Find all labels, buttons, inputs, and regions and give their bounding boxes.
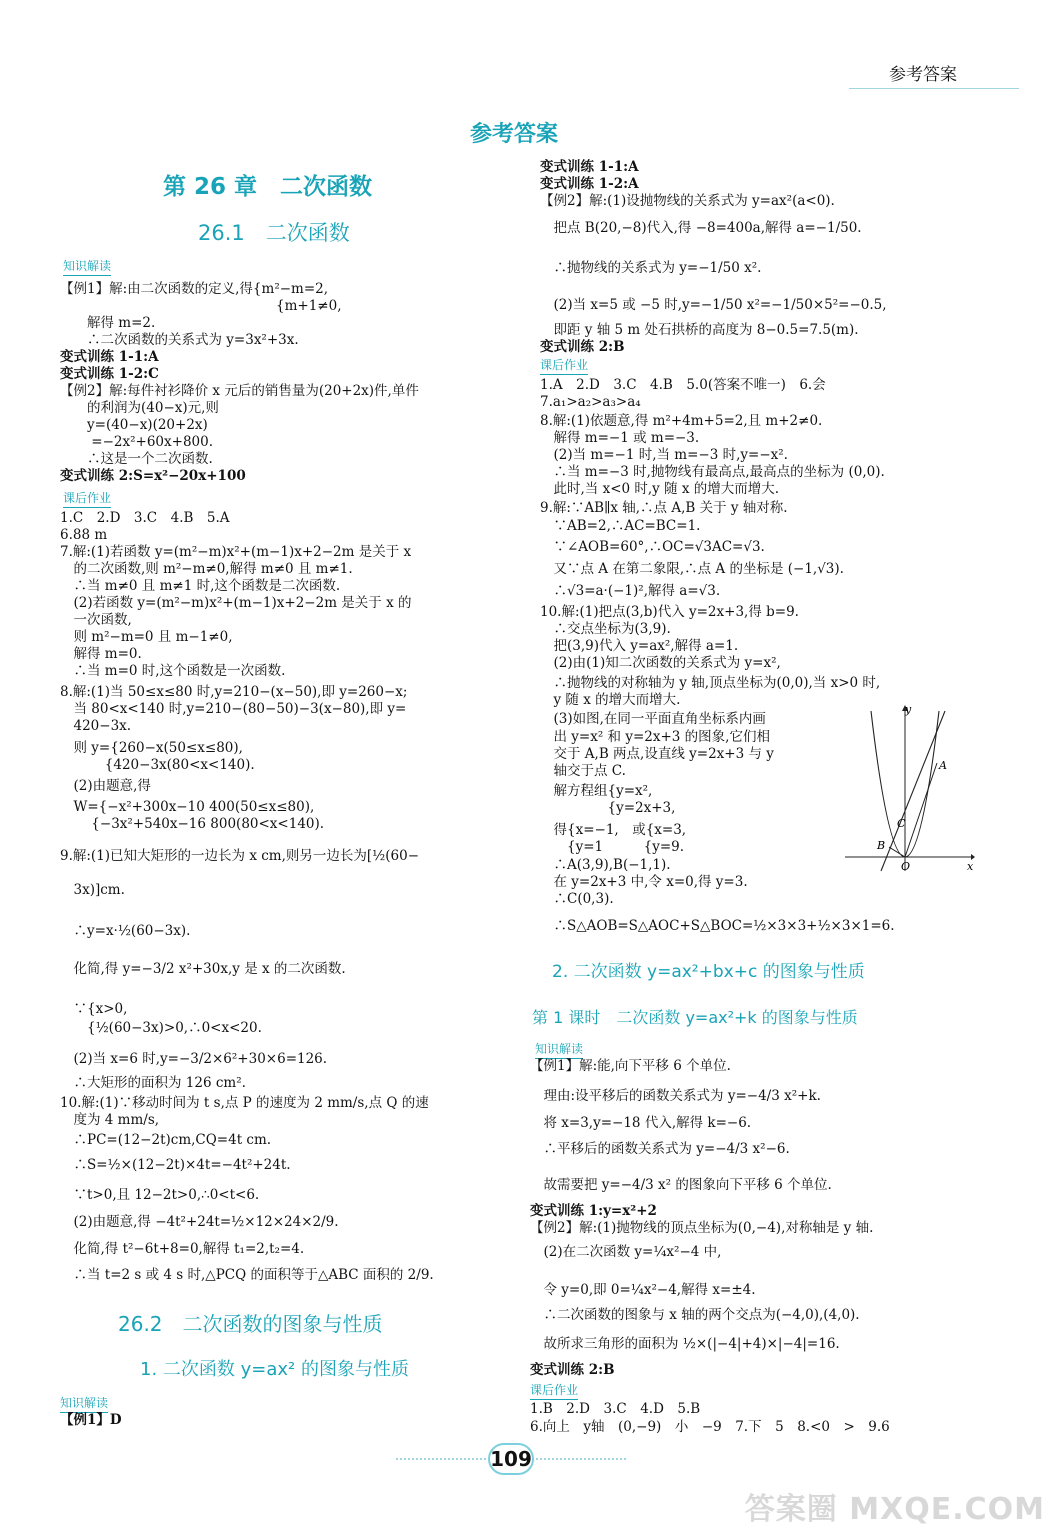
right-line: {y=2x+3, bbox=[540, 800, 676, 816]
right-line: (2)当 m=−1 时,当 m=−3 时,y=−x². bbox=[540, 447, 788, 463]
right-line: 8.解:(1)依题意,得 m²+4m+5=2,且 m+2≠0. bbox=[540, 413, 823, 429]
left-line: (2)当 x=6 时,y=−3/2×6²+30×6=126. bbox=[60, 1051, 328, 1067]
right-line: ∵∠AOB=60°,∴OC=√3AC=√3. bbox=[540, 539, 765, 555]
right-line: 理由:设平移后的函数关系式为 y=−4/3 x²+k. bbox=[530, 1088, 821, 1104]
left-line: ∴当 m=0 时,这个函数是一次函数. bbox=[60, 663, 286, 679]
left-line: {m+1≠0, bbox=[60, 298, 342, 314]
right-line: 把(3,9)代入 y=ax²,解得 a=1. bbox=[540, 638, 739, 654]
right-line: 10.解:(1)把点(3,b)代入 y=2x+3,得 b=9. bbox=[540, 604, 799, 620]
left-line: (2)由题意,得 bbox=[60, 778, 151, 794]
left-line: 变式训练 1-2:C bbox=[60, 366, 159, 382]
section-26-2-title: 26.2 二次函数的图象与性质 bbox=[118, 1312, 383, 1336]
right-line: 交于 A,B 两点,设直线 y=2x+3 与 y bbox=[540, 746, 774, 762]
left-line: ∴当 t=2 s 或 4 s 时,△PCQ 的面积等于△ABC 面积的 2/9. bbox=[60, 1267, 434, 1283]
right-line: 【例1】解:能,向下平移 6 个单位. bbox=[530, 1058, 731, 1074]
right-line: 又∵点 A 在第二象限,∴点 A 的坐标是 (−1,√3). bbox=[540, 561, 844, 577]
label-c: C bbox=[897, 817, 906, 830]
right-line: 变式训练 2:B bbox=[540, 339, 625, 355]
right-line: 得{x=−1, 或{x=3, bbox=[540, 822, 687, 838]
right-line: (2)由(1)知二次函数的关系式为 y=x², bbox=[540, 655, 781, 671]
left-line: 变式训练 1-1:A bbox=[60, 349, 159, 365]
left-line: 则 m²−m=0 且 m−1≠0, bbox=[60, 629, 233, 645]
right-line: 7.a₁>a₂>a₃>a₄ bbox=[540, 394, 641, 410]
right-line: 在 y=2x+3 中,令 x=0,得 y=3. bbox=[540, 874, 748, 890]
label-b: B bbox=[877, 839, 886, 852]
lesson-1-title: 第 1 课时 二次函数 y=ax²+k 的图象与性质 bbox=[532, 1008, 858, 1027]
left-line: ∴当 m≠0 且 m≠1 时,这个函数是二次函数. bbox=[60, 578, 341, 594]
left-line: 7.解:(1)若函数 y=(m²−m)x²+(m−1)x+2−2m 是关于 x bbox=[60, 544, 412, 560]
left-line: W={−x²+300x−10 400(50≤x≤80), bbox=[60, 799, 315, 815]
right-line: 【例2】解:(1)抛物线的顶点坐标为(0,−4),对称轴是 y 轴. bbox=[530, 1220, 874, 1236]
left-line: 的二次函数,则 m²−m≠0,解得 m≠0 且 m≠1. bbox=[60, 561, 353, 577]
left-line: (2)若函数 y=(m²−m)x²+(m−1)x+2−2m 是关于 x 的 bbox=[60, 595, 412, 611]
right-line: 轴交于点 C. bbox=[540, 763, 626, 779]
chapter-title: 第 26 章 二次函数 bbox=[163, 174, 373, 200]
right-line: 解方程组{y=x², bbox=[540, 783, 653, 799]
right-line: ∴S△AOB=S△AOC+S△BOC=½×3×3+½×3×1=6. bbox=[540, 918, 895, 934]
left-line: ∴这是一个二次函数. bbox=[60, 451, 213, 467]
right-line: ∴当 m=−3 时,抛物线有最高点,最高点的坐标为 (0,0). bbox=[540, 464, 885, 480]
tag-zhishi-3: 知识解读 bbox=[535, 1040, 583, 1059]
main-title: 参考答案 bbox=[470, 122, 559, 147]
left-line: 3x)]cm. bbox=[60, 882, 125, 898]
right-line: 解得 m=−1 或 m=−3. bbox=[540, 430, 700, 446]
right-line: 9.解:∵AB∥x 轴,∴点 A,B 关于 y 轴对称. bbox=[540, 500, 788, 516]
watermark: 答案圈 MXQE.COM bbox=[744, 1492, 1045, 1527]
left-line: 8.解:(1)当 50≤x≤80 时,y=210−(x−50),即 y=260−x; bbox=[60, 684, 408, 700]
right-line: y 随 x 的增大而增大. bbox=[540, 692, 681, 708]
right-line: ∴√3=a·(−1)²,解得 a=√3. bbox=[540, 583, 721, 599]
right-line: ∴交点坐标为(3,9). bbox=[540, 621, 671, 637]
parabola-line-graph bbox=[843, 703, 975, 873]
left-line: 化简,得 t²−6t+8=0,解得 t₁=2,t₂=4. bbox=[60, 1241, 305, 1257]
right-line: 故需要把 y=−4/3 x² 的图象向下平移 6 个单位. bbox=[530, 1177, 832, 1193]
right-line: 变式训练 1-2:A bbox=[540, 176, 639, 192]
right-line: (2)在二次函数 y=¼x²−4 中, bbox=[530, 1244, 722, 1260]
left-line: ∴S=½×(12−2t)×4t=−4t²+24t. bbox=[60, 1157, 291, 1173]
left-line: {−3x²+540x−16 800(80<x<140). bbox=[60, 816, 325, 832]
right-line: 令 y=0,即 0=¼x²−4,解得 x=±4. bbox=[530, 1282, 756, 1298]
left-line: 420−3x. bbox=[60, 718, 132, 734]
label-o: O bbox=[901, 860, 911, 873]
footer-dots-left bbox=[396, 1458, 486, 1460]
right-line: ∴C(0,3). bbox=[540, 891, 614, 907]
left-line: 变式训练 2:S=x²−20x+100 bbox=[60, 468, 246, 484]
left-line: 一次函数, bbox=[60, 612, 132, 628]
right-line: ∴平移后的函数关系式为 y=−4/3 x²−6. bbox=[530, 1141, 790, 1157]
left-line: {420−3x(80<x<140). bbox=[60, 757, 255, 773]
right-line: (3)如图,在同一平面直角坐标系内画 bbox=[540, 711, 766, 727]
left-line: 9.解:(1)已知大矩形的一边长为 x cm,则另一边长为[½(60− bbox=[60, 848, 420, 864]
left-line: ∵t>0,且 12−2t>0,∴0<t<6. bbox=[60, 1187, 260, 1203]
right-line: 出 y=x² 和 y=2x+3 的图象,它们相 bbox=[540, 729, 770, 745]
left-line: 解得 m=2. bbox=[60, 315, 156, 331]
left-line: ∴y=x·½(60−3x). bbox=[60, 923, 191, 939]
right-line: 1.B 2.D 3.C 4.D 5.B bbox=[530, 1401, 701, 1417]
right-line: 6.向上 y轴 (0,−9) 小 −9 7.下 5 8.<0 > 9.6 bbox=[530, 1419, 890, 1435]
left-line: 则 y={260−x(50≤x≤80), bbox=[60, 740, 243, 756]
left-line: 当 80<x<140 时,y=210−(80−50)−3(x−80),即 y= bbox=[60, 701, 407, 717]
right-line: 把点 B(20,−8)代入,得 −8=400a,解得 a=−1/50. bbox=[540, 220, 862, 236]
left-line: ∴大矩形的面积为 126 cm². bbox=[60, 1075, 246, 1091]
tag-kehou-3: 课后作业 bbox=[530, 1381, 578, 1400]
right-line: 即距 y 轴 5 m 处石拱桥的高度为 8−0.5=7.5(m). bbox=[540, 322, 859, 338]
left-line: {½(60−3x)>0,∴0<x<20. bbox=[60, 1020, 262, 1036]
left-line: y=(40−x)(20+2x) bbox=[60, 417, 208, 433]
label-a: A bbox=[939, 759, 947, 772]
left-line: 【例1】D bbox=[60, 1412, 122, 1428]
left-line: ∵{x>0, bbox=[60, 1001, 128, 1017]
tag-kehou-2: 课后作业 bbox=[540, 356, 588, 375]
left-line: ∴二次函数的关系式为 y=3x²+3x. bbox=[60, 332, 299, 348]
right-line: ∴抛物线的对称轴为 y 轴,顶点坐标为(0,0),当 x>0 时, bbox=[540, 675, 881, 691]
line-y-2x-3 bbox=[881, 711, 945, 871]
left-line: 化简,得 y=−3/2 x²+30x,y 是 x 的二次函数. bbox=[60, 961, 346, 977]
tag-kehou-1: 课后作业 bbox=[63, 489, 111, 508]
subsection-2-title: 2. 二次函数 y=ax²+bx+c 的图象与性质 bbox=[552, 962, 865, 982]
segment-oa bbox=[905, 763, 937, 857]
right-line: 此时,当 x<0 时,y 随 x 的增大而增大. bbox=[540, 481, 780, 497]
right-line: (2)当 x=5 或 −5 时,y=−1/50 x²=−1/50×5²=−0.5, bbox=[540, 297, 887, 313]
footer-dots-right bbox=[536, 1458, 626, 1460]
left-line: 1.C 2.D 3.C 4.B 5.A bbox=[60, 510, 230, 526]
right-line: 变式训练 1:y=x²+2 bbox=[530, 1203, 657, 1219]
right-line: ∵AB=2,∴AC=BC=1. bbox=[540, 518, 701, 534]
right-line: 【例2】解:(1)设抛物线的关系式为 y=ax²(a<0). bbox=[540, 193, 835, 209]
right-line: 将 x=3,y=−18 代入,解得 k=−6. bbox=[530, 1115, 752, 1131]
tag-zhishi-2: 知识解读 bbox=[60, 1394, 108, 1413]
label-x: x bbox=[967, 860, 974, 873]
right-line: 故所求三角形的面积为 ½×(|−4|+4)×|−4|=16. bbox=[530, 1336, 840, 1352]
left-line: 解得 m=0. bbox=[60, 646, 142, 662]
right-line: 1.A 2.D 3.C 4.B 5.0(答案不唯一) 6.会 bbox=[540, 377, 826, 393]
left-line: ∴PC=(12−2t)cm,CQ=4t cm. bbox=[60, 1132, 272, 1148]
left-line: 【例2】解:每件衬衫降价 x 元后的销售量为(20+2x)件,单件 bbox=[60, 383, 419, 399]
right-line: ∴二次函数的图象与 x 轴的两个交点为(−4,0),(4,0). bbox=[530, 1307, 860, 1323]
left-line: (2)由题意,得 −4t²+24t=½×12×24×2/9. bbox=[60, 1214, 339, 1230]
page-number: 109 bbox=[488, 1443, 534, 1475]
right-line: 变式训练 1-1:A bbox=[540, 159, 639, 175]
subsection-1-title: 1. 二次函数 y=ax² 的图象与性质 bbox=[140, 1359, 409, 1380]
left-line: 度为 4 mm/s, bbox=[60, 1112, 160, 1128]
left-line: 的利润为(40−x)元,则 bbox=[60, 400, 219, 416]
left-line: 10.解:(1)∵移动时间为 t s,点 P 的速度为 2 mm/s,点 Q 的速 bbox=[60, 1095, 429, 1111]
label-y: y bbox=[905, 703, 912, 716]
right-line: {y=1 {y=9. bbox=[540, 839, 685, 855]
right-line: ∴A(3,9),B(−1,1). bbox=[540, 857, 671, 873]
tag-zhishi-1: 知识解读 bbox=[63, 257, 111, 276]
left-line: 【例1】解:由二次函数的定义,得{m²−m=2, bbox=[60, 281, 329, 297]
left-line: =−2x²+60x+800. bbox=[60, 434, 214, 450]
corner-divider bbox=[849, 88, 1019, 89]
left-line: 6.88 m bbox=[60, 527, 108, 543]
right-line: ∴抛物线的关系式为 y=−1/50 x². bbox=[540, 260, 762, 276]
right-line: 变式训练 2:B bbox=[530, 1362, 615, 1378]
section-26-1-title: 26.1 二次函数 bbox=[198, 221, 350, 245]
corner-title: 参考答案 bbox=[889, 65, 957, 85]
